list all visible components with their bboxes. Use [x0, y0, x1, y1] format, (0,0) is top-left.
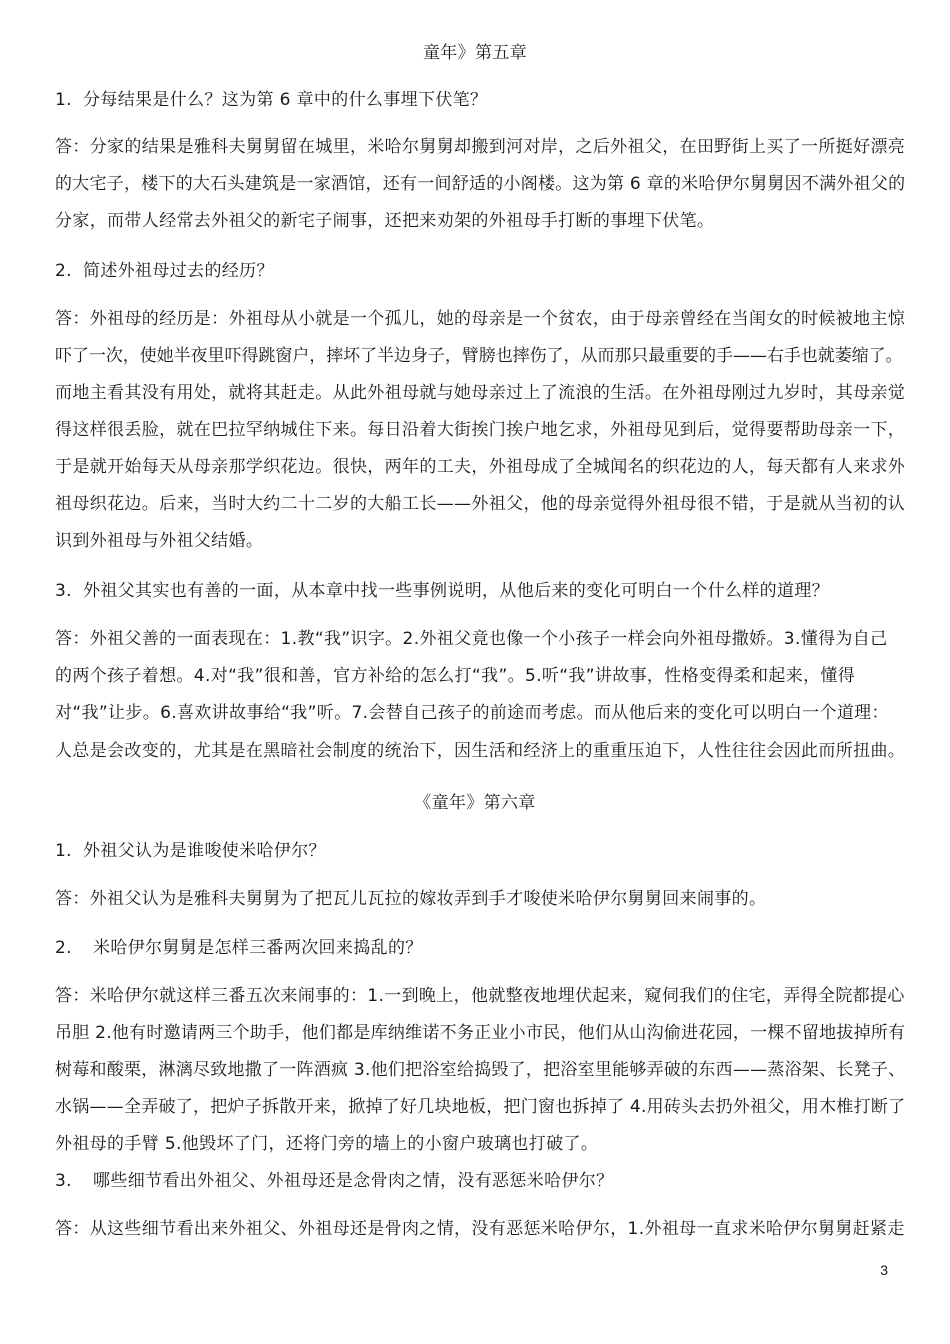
answer-line: 答：分家的结果是雅科夫舅舅留在城里，米哈尔舅舅却搬到河对岸，之后外祖父，在田野街上买了一所挺好漂亮: [55, 137, 906, 157]
answer-line: 识到外祖母与外祖父结婚。: [55, 531, 264, 551]
answer-line: 外祖母的手臂 5.他毁坏了门，还将门旁的墙上的小窗户玻璃也打破了。: [55, 1134, 599, 1154]
chapter-6-question-2: [55, 937, 905, 959]
question-text: 简述外祖母过去的经历？: [83, 261, 274, 281]
answer-line: 吊胆 2.他有时邀请两三个助手，他们都是库纳维诺不务正业小市民，他们从山沟偷进花园，一棵不留地拔掉所有: [55, 1023, 906, 1043]
chapter-6-title: 《童年》第六章: [414, 793, 536, 813]
answer-line: 祖母织花边。后来，当时大约二十二岁的大船工长——外祖父，他的母亲觉得外祖母很不错，于是就从当初的认: [55, 494, 906, 514]
chapter-5-title: 童年》第五章: [422, 43, 528, 63]
answer-line: 而地主看其没有用处，就将其赶走。从此外祖母就与她母亲过上了流浪的生活。在外祖母刚过九岁时，其母亲觉: [55, 383, 906, 403]
question-text: 米哈伊尔舅舅是怎样三番两次回来捣乱的？: [93, 938, 423, 958]
answer-line: 树莓和酸栗，淋漓尽致地撒了一阵酒疯 3.他们把浴室给捣毁了，把浴室里能够弄破的东西——蒸浴架、长凳子、: [55, 1060, 906, 1080]
question-text: 哪些细节看出外祖父、外祖母还是念骨肉之情，没有恶惩米哈伊尔？: [93, 1171, 614, 1191]
question-number: 1.: [55, 90, 72, 110]
answer-line: 对“我”让步。6.喜欢讲故事给“我”听。7.会替自己孩子的前途而考虑。而从他后来的变化可以明白一个道理：: [55, 703, 889, 723]
question-number: 3.: [55, 581, 72, 601]
answer-line: 于是就开始每天从母亲那学织花边。很快，两年的工夫，外祖母成了全城闻名的织花边的人，每天都有人来求外: [55, 457, 906, 477]
chapter-5-question-2: [55, 260, 905, 282]
chapter-6-question-3: [55, 1170, 905, 1192]
question-text: 分每结果是什么？这为第 6 章中的什么事埋下伏笔？: [83, 90, 488, 110]
answer-line: 的大宅子，楼下的大石头建筑是一家酒馆，还有一间舒适的小阁楼。这为第 6 章的米哈伊尔舅舅因不满外祖父的: [55, 174, 906, 194]
chapter-5-question-3: [55, 580, 905, 602]
answer-line: 分家，而带人经常去外祖父的新宅子闹事，还把来劝架的外祖母手打断的事埋下伏笔。: [55, 211, 715, 231]
answer-line: 答：米哈伊尔就这样三番五次来闹事的：1.一到晚上，他就整夜地埋伏起来，窥伺我们的住宅，弄得全院都提心: [55, 986, 905, 1006]
answer-line: 的两个孩子着想。4.对“我”很和善，官方补给的怎么打“我”。5.听“我”讲故事，性格变得柔和起来，懂得: [55, 666, 856, 686]
answer-line: 答：从这些细节看出来外祖父、外祖母还是骨肉之情，没有恶惩米哈伊尔，1.外祖母一直求米哈伊尔舅舅赶紧走: [55, 1219, 905, 1239]
answer-line: 人总是会改变的，尤其是在黑暗社会制度的统治下，因生活和经济上的重重压迫下，人性往往会因此而所扭曲。: [55, 741, 906, 761]
chapter-5-question-1: [55, 89, 905, 111]
chapter-6-question-1: [55, 840, 905, 862]
question-number: 1.: [55, 841, 72, 861]
answer-line: 得这样很丢脸，就在巴拉罕纳城住下来。每日沿着大街挨门挨户地乞求，外祖母见到后，觉得要帮助母亲一下，: [55, 420, 906, 440]
question-text: 外祖父认为是谁唆使米哈伊尔？: [83, 841, 326, 861]
question-number: 2.: [55, 261, 72, 281]
answer-line: 水锅——全弄破了，把炉子拆散开来，掀掉了好几块地板，把门窗也拆掉了 4.用砖头去扔外祖父，用木椎打断了: [55, 1097, 906, 1117]
question-number: 2.: [55, 938, 72, 958]
answer-line: 答：外祖父善的一面表现在：1.教“我”识字。2.外祖父竟也像一个小孩子一样会向外祖母撒娇。3.懂得为自己: [55, 629, 888, 649]
question-text: 外祖父其实也有善的一面，从本章中找一些事例说明，从他后来的变化可明白一个什么样的道理？: [83, 581, 830, 601]
page-number: 3: [880, 1262, 888, 1278]
answer-line: 答：外祖父认为是雅科夫舅舅为了把瓦儿瓦拉的嫁妆弄到手才唆使米哈伊尔舅舅回来闹事的。: [55, 889, 767, 909]
answer-line: 吓了一次，使她半夜里吓得跳窗户，摔坏了半边身子，臂膀也摔伤了，从而那只最重要的手——右手也就萎缩了。: [55, 346, 903, 366]
question-number: 3.: [55, 1171, 72, 1191]
answer-line: 答：外祖母的经历是：外祖母从小就是一个孤儿，她的母亲是一个贫农，由于母亲曾经在当闺女的时候被地主惊: [55, 309, 906, 329]
